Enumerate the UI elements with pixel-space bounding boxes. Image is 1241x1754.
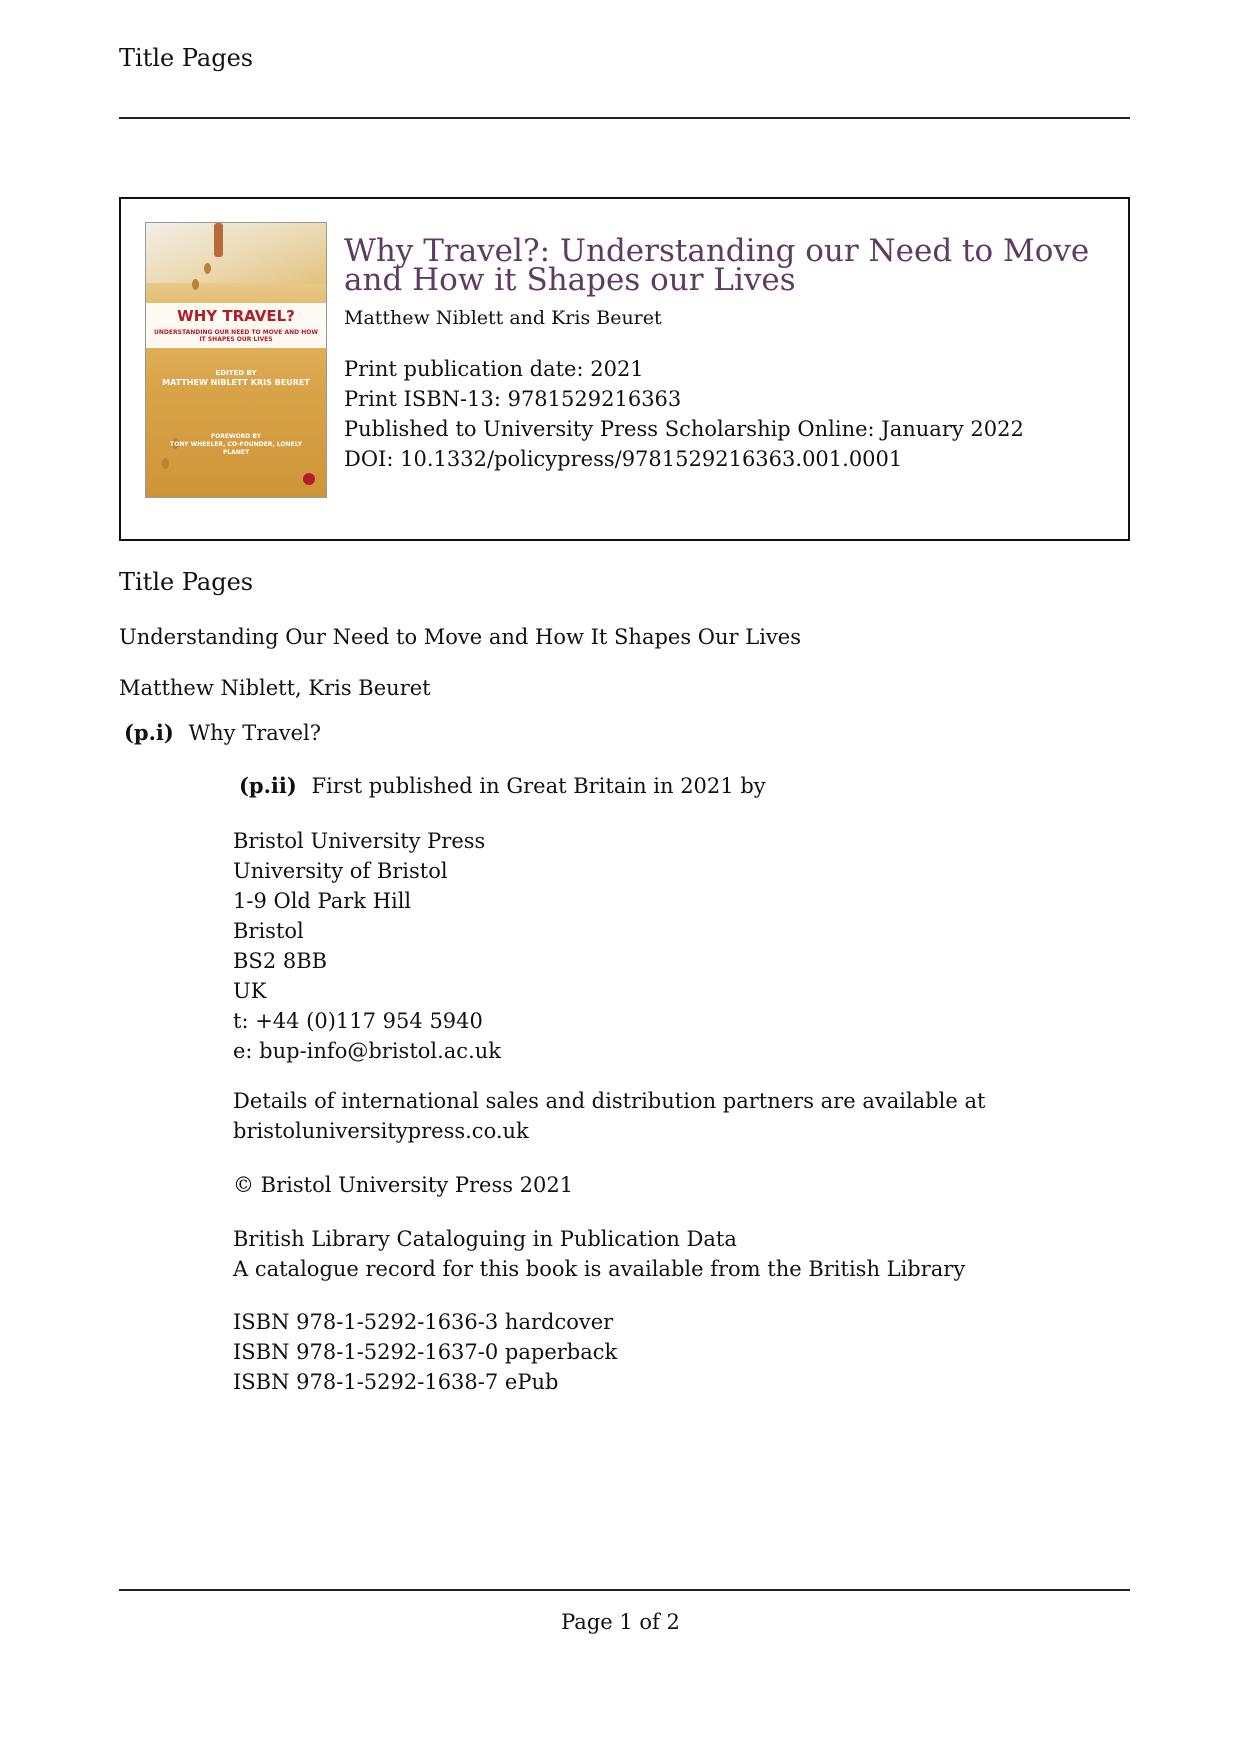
cover-subtitle: UNDERSTANDING OUR NEED TO MOVE AND HOW IT SHAPES OUR LIVES: [154, 329, 318, 343]
header-divider: [119, 117, 1130, 119]
book-subtitle: Understanding Our Need to Move and How It Shapes Our Lives: [119, 625, 801, 649]
cover-sea-shore: [146, 223, 326, 283]
footer-divider: [119, 1589, 1130, 1591]
book-title: Why Travel?: Understanding our Need to Move and How it Shapes our Lives: [344, 233, 1090, 298]
cover-edited-by-label: EDITED BY: [215, 369, 257, 377]
page-i-line: [124, 720, 321, 745]
page-marker: (p.i): [124, 720, 174, 745]
distribution-notice: [233, 1086, 985, 1146]
book-author-names: Matthew Niblett, Kris Beuret: [119, 676, 431, 700]
address-email: e: bup-info@bristol.ac.uk: [233, 1039, 501, 1063]
address-line: Bristol: [233, 919, 304, 943]
cip-line: British Library Cataloguing in Publication Data: [233, 1227, 737, 1251]
distribution-line: Details of international sales and distribution partners are available at: [233, 1089, 986, 1113]
doi: DOI: 10.1332/policypress/9781529216363.001.0001: [344, 447, 903, 471]
section-heading: Title Pages: [119, 568, 254, 596]
book-summary-box: [119, 197, 1130, 541]
cover-editors: [146, 369, 326, 387]
isbn-line: ISBN 978-1-5292-1636-3 hardcover: [233, 1310, 614, 1334]
page-marker: (p.ii): [239, 773, 297, 798]
isbn-list: [233, 1307, 617, 1397]
cover-foreword: [146, 433, 326, 457]
publisher-logo-icon: [303, 473, 315, 485]
book-cover-image: [145, 222, 327, 498]
address-line: UK: [233, 979, 267, 1003]
isbn-line: ISBN 978-1-5292-1638-7 ePub: [233, 1370, 559, 1394]
address-line: Bristol University Press: [233, 829, 486, 853]
distribution-link: bristoluniversitypress.co.uk: [233, 1119, 529, 1143]
cover-walker-figure: [214, 223, 223, 257]
first-published-statement: First published in Great Britain in 2021 by: [311, 774, 766, 798]
print-publication-date: Print publication date: 2021: [344, 357, 644, 381]
cover-foreword-label: FOREWORD BY: [211, 433, 261, 440]
copyright-notice: © Bristol University Press 2021: [233, 1173, 574, 1197]
cover-editor-names: MATTHEW NIBLETT KRIS BEURET: [162, 378, 310, 387]
running-head: Title Pages: [119, 44, 254, 72]
book-metadata: [344, 354, 1024, 474]
page-number: Page 1 of 2: [561, 1610, 680, 1634]
page-ii-line: [239, 773, 766, 798]
cover-foreword-text: TONY WHEELER, CO-FOUNDER, LONELY PLANET: [170, 441, 302, 456]
address-line: BS2 8BB: [233, 949, 328, 973]
print-isbn: Print ISBN-13: 9781529216363: [344, 387, 682, 411]
isbn-line: ISBN 978-1-5292-1637-0 paperback: [233, 1340, 618, 1364]
cip-data: [233, 1224, 965, 1284]
cover-footprint: [204, 263, 211, 274]
online-publication-date: Published to University Press Scholarship Online: January 2022: [344, 417, 1024, 441]
address-phone: t: +44 (0)117 954 5940: [233, 1009, 483, 1033]
cover-title: WHY TRAVEL?: [177, 307, 295, 325]
cover-footprint: [162, 458, 169, 469]
address-line: 1-9 Old Park Hill: [233, 889, 412, 913]
cip-line: A catalogue record for this book is available from the British Library: [233, 1257, 966, 1281]
cover-footprint: [192, 279, 199, 290]
publisher-address: [233, 826, 501, 1066]
address-line: University of Bristol: [233, 859, 448, 883]
half-title: Why Travel?: [188, 721, 322, 745]
book-authors: Matthew Niblett and Kris Beuret: [344, 307, 662, 329]
